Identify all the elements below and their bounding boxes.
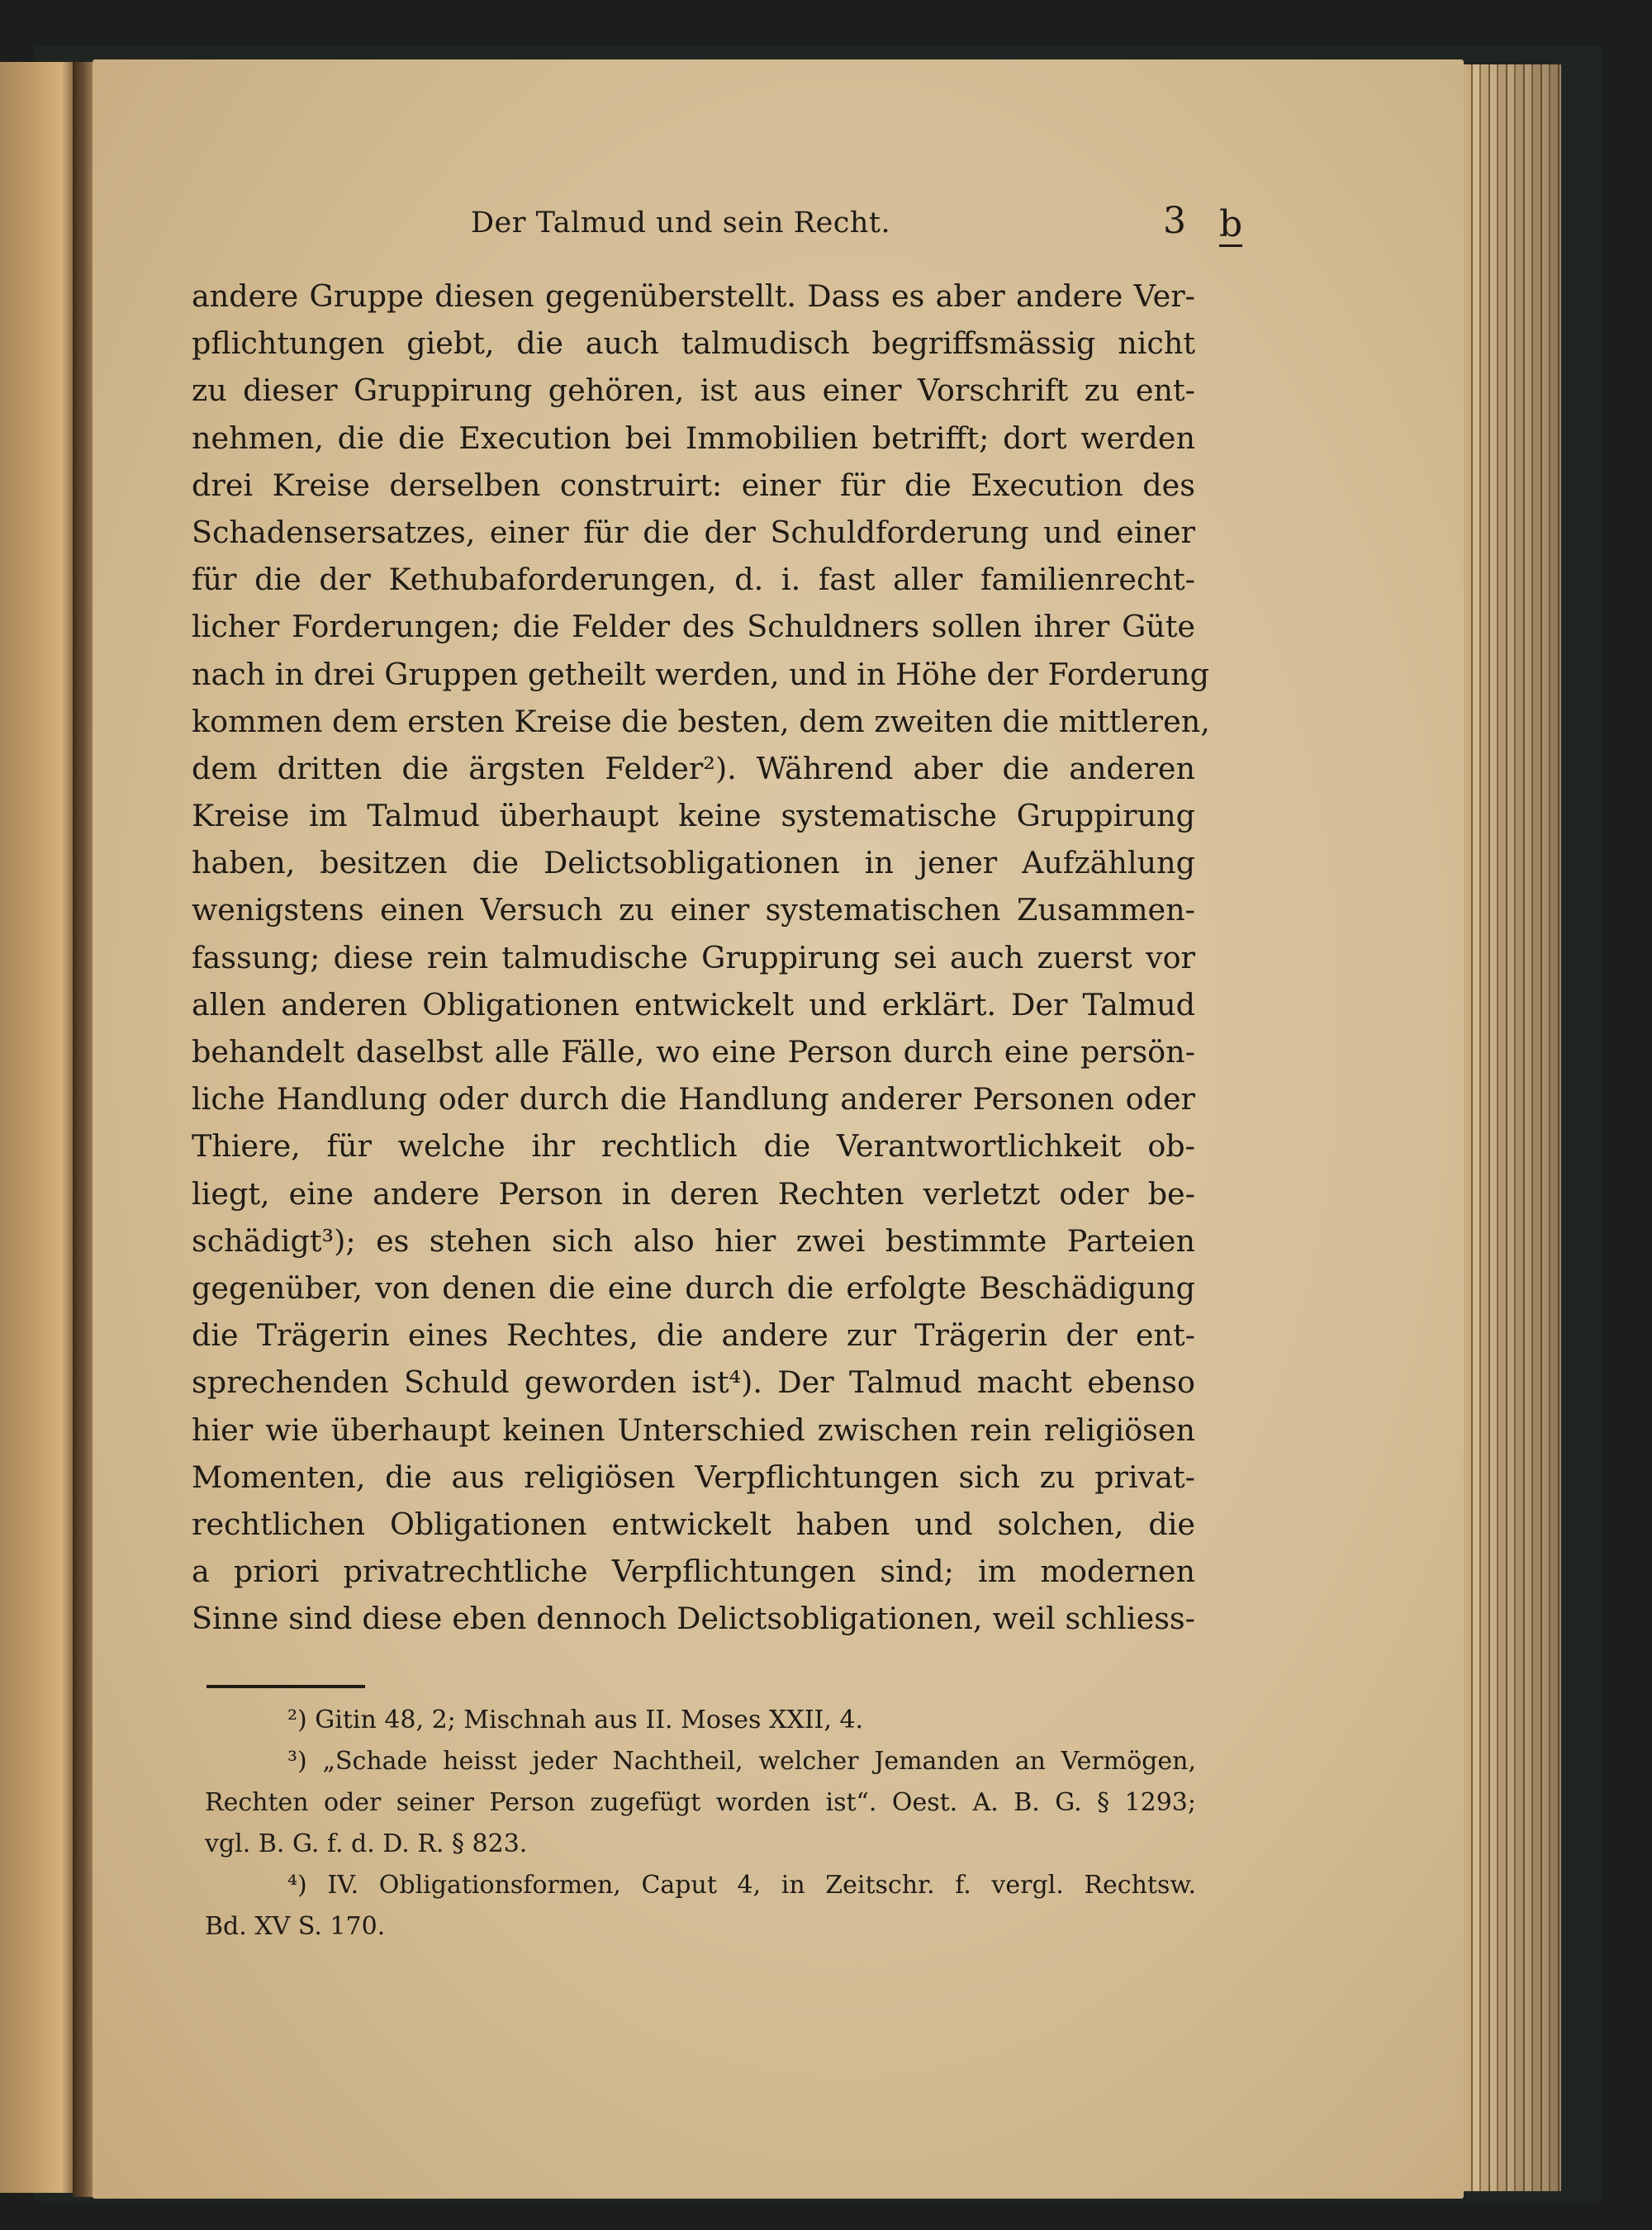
body-line: Momenten, die aus religiösen Verpflichtungen sich zu privat- [192,1459,1195,1495]
page-stack-shadow [1464,64,1561,2191]
body-line: liegt, eine andere Person in deren Rechten verletzt oder be- [192,1175,1195,1212]
body-line: liche Handlung oder durch die Handlung anderer Personen oder [192,1081,1195,1117]
signature-mark: b [1219,203,1243,245]
body-line: pflichtungen giebt, die auch talmudisch begriffsmässig nicht [192,325,1195,362]
body-line: für die der Kethubaforderungen, d. i. fast aller familienrecht- [192,562,1195,598]
footnote-4: ⁴) IV. Obligationsformen, Caput 4, in Zeitschr. f. vergl. Rechtsw. [287,1871,1196,1900]
body-line: die Trägerin eines Rechtes, die andere zur Trägerin der ent- [192,1317,1195,1354]
body-line: Kreise im Talmud überhaupt keine systematische Gruppirung [192,798,1195,834]
body-line: hier wie überhaupt keinen Unterschied zwischen rein religiösen [192,1412,1195,1448]
body-line: kommen dem ersten Kreise die besten, dem zweiten die mittleren, [192,703,1210,739]
body-line: schädigt³); es stehen sich also hier zwei bestimmte Parteien [192,1222,1195,1259]
body-line: allen anderen Obligationen entwickelt und erklärt. Der Talmud [192,986,1195,1022]
body-line: nehmen, die die Execution bei Immobilien betrifft; dort werden [192,420,1195,456]
page-number: 3 [1163,200,1186,242]
body-line: drei Kreise derselben construirt: einer für die Execution des [192,467,1195,503]
body-line: haben, besitzen die Delictsobligationen in jener Aufzählung [192,845,1195,881]
footnote-3-continued: vgl. B. G. f. d. D. R. § 823. [205,1829,528,1858]
previous-page-edge [0,62,73,2193]
body-line: andere Gruppe diesen gegenüberstellt. Dass es aber andere Ver- [192,278,1195,314]
body-line: zu dieser Gruppirung gehören, ist aus einer Vorschrift zu ent- [192,372,1195,409]
body-line: Thiere, für welche ihr rechtlich die Verantwortlichkeit ob- [192,1128,1195,1165]
body-line: Schadensersatzes, einer für die der Schuldforderung und einer [192,514,1195,550]
body-line: behandelt daselbst alle Fälle, wo eine Person durch eine persön- [192,1034,1195,1070]
body-line: licher Forderungen; die Felder des Schuldners sollen ihrer Güte [192,609,1195,645]
body-text [192,273,1210,1642]
footnote-4-continued: Bd. XV S. 170. [205,1912,386,1941]
body-line: Sinne sind diese eben dennoch Delictsobligationen, weil schliess- [192,1601,1195,1637]
body-line: rechtlichen Obligationen entwickelt haben und solchen, die [192,1506,1195,1542]
body-line: fassung; diese rein talmudische Gruppirung sei auch zuerst vor [192,939,1195,975]
body-line: dem dritten die ärgsten Felder²). Während aber die anderen [192,750,1195,786]
body-line: a priori privatrechtliche Verpflichtungen sind; im modernen [192,1554,1195,1590]
footnotes [205,1700,1196,1948]
footnote-3-continued: Rechten oder seiner Person zugefügt worden ist“. Oest. A. B. G. § 1293; [205,1788,1196,1817]
footnote-2: ²) Gitin 48, 2; Mischnah aus II. Moses XXII, 4. [287,1706,864,1734]
body-line: gegenüber, von denen die eine durch die erfolgte Beschädigung [192,1269,1195,1306]
body-line: sprechenden Schuld geworden ist⁴). Der Talmud macht ebenso [192,1364,1195,1401]
body-line: wenigstens einen Versuch zu einer systematischen Zusammen- [192,892,1195,928]
running-head: Der Talmud und sein Recht. [471,206,891,240]
body-line: nach in drei Gruppen getheilt werden, und in Höhe der Forderung [192,656,1210,692]
footnote-3: ³) „Schade heisst jeder Nachtheil, welcher Jemanden an Vermögen, [287,1747,1196,1776]
footnote-separator [206,1685,365,1688]
